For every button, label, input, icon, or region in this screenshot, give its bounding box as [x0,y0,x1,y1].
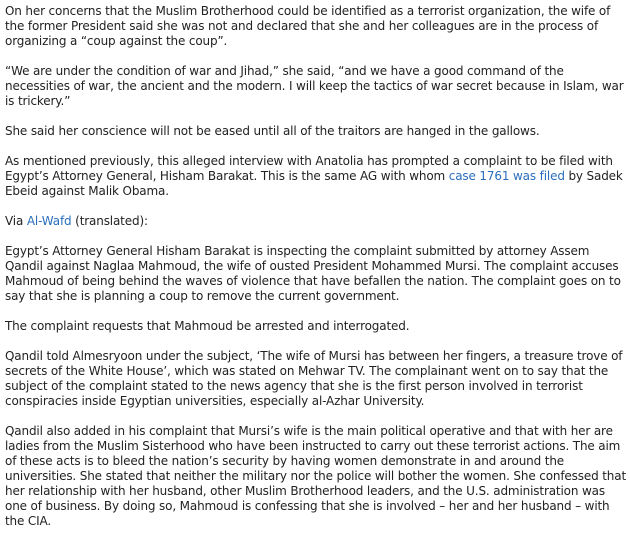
case-1761-link[interactable]: case 1761 was filed [448,169,565,183]
paragraph: Qandil told Almesryoon under the subject, ‘The wife of Mursi has between her fingers, a treasure trove of secrets of the White House’, which was stated on Mehwar TV. The complainant went on to say that the subject of the complaint stated to the news agency that she is the first person involved in terrorist conspiracies inside Egyptian universities, especially al-Azhar University. [5,349,623,408]
paragraph: She said her conscience will not be eased until all of the traitors are hanged in the gallows. [5,124,540,138]
article-body [5,4,627,544]
paragraph-text: by Sadek Ebeid against Malik Obama. [5,169,623,198]
paragraph: The complaint requests that Mahmoud be arrested and interrogated. [5,319,410,333]
paragraph: “We are under the condition of war and Jihad,” she said, “and we have a good command of the necessities of war, the ancient and the modern. I will keep the tactics of war secret because in Islam, war is trickery.” [5,64,624,108]
paragraph: Egypt’s Attorney General Hisham Barakat is inspecting the complaint submitted by attorney Assem Qandil against Naglaa Mahmoud, the wife of ousted President Mohammed Mursi. The complaint accuses Mahmoud of being behind the waves of violence that have befallen the nation. The complaint goes on to say that she is planning a coup to remove the current government. [5,244,621,303]
paragraph-text: Via [5,214,27,228]
paragraph [5,154,627,199]
paragraph: On her concerns that the Muslim Brotherhood could be identified as a terrorist organization, the wife of the former President said she was not and declared that she and her colleagues are in the process of organizing a “coup against the coup”. [5,4,611,48]
paragraph-text: As mentioned previously, this alleged interview with Anatolia has prompted a complaint to be filed with Egypt’s Attorney General, Hisham Barakat. This is the same AG with whom [5,154,613,183]
paragraph: Qandil also added in his complaint that Mursi’s wife is the main political operative and that with her are ladies from the Muslim Sisterhood who have been instructed to carry out these terrorist actions. The aim of these acts is to bleed the nation’s security by having women demonstrate in and around the universities. She stated that neither the military nor the police will bother the women. She confessed that her relationship with her husband, other Muslim Brotherhood leaders, and the U.S. administration was one of business. By doing so, Mahmoud is confessing that she is involved – her and her husband – with the CIA. [5,424,626,528]
paragraph-text: (translated): [71,214,148,228]
paragraph [5,214,627,229]
al-wafd-link[interactable]: Al-Wafd [26,214,72,228]
